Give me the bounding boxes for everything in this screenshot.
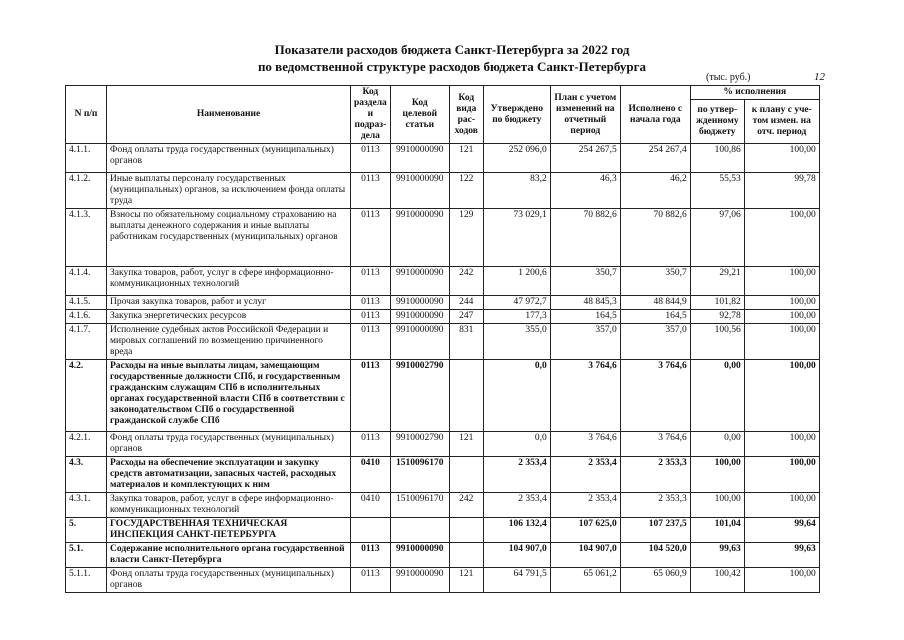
row-pct-plan: 100,00 — [744, 209, 819, 267]
row-approved: 2 353,4 — [483, 457, 550, 493]
header-name: Наименование — [107, 86, 351, 144]
row-executed: 107 237,5 — [620, 518, 690, 543]
row-target-code: 9910000090 — [390, 310, 449, 324]
row-approved: 0,0 — [483, 432, 550, 457]
row-name: Фонд оплаты труда государственных (муниципальных) органов — [107, 568, 351, 593]
row-target-code: 1510096170 — [390, 457, 449, 493]
row-pct-approved: 55,53 — [690, 173, 744, 209]
row-target-code: 9910000090 — [390, 296, 449, 310]
header-section-code: Код раздела и подраз-дела — [351, 86, 391, 144]
row-approved: 64 791,5 — [483, 568, 550, 593]
row-approved: 0,0 — [483, 360, 550, 432]
row-approved: 104 907,0 — [483, 543, 550, 568]
row-plan: 70 882,6 — [550, 209, 620, 267]
row-pct-approved: 100,00 — [690, 493, 744, 518]
row-plan: 357,0 — [550, 324, 620, 360]
row-plan: 2 353,4 — [550, 493, 620, 518]
table-row — [66, 267, 820, 296]
header-num: N п/п — [66, 86, 107, 144]
unit-label: (тыс. руб.) — [706, 72, 751, 83]
row-number: 4.1.3. — [66, 209, 107, 267]
row-plan: 107 625,0 — [550, 518, 620, 543]
row-target-code: 9910000090 — [390, 267, 449, 296]
row-pct-plan: 100,00 — [744, 324, 819, 360]
row-type-code: 121 — [449, 144, 483, 173]
row-type-code: 247 — [449, 310, 483, 324]
row-pct-approved: 101,82 — [690, 296, 744, 310]
row-plan: 164,5 — [550, 310, 620, 324]
table-row — [66, 296, 820, 310]
row-pct-approved: 0,00 — [690, 432, 744, 457]
table-row — [66, 432, 820, 457]
row-pct-approved: 101,04 — [690, 518, 744, 543]
row-approved: 177,3 — [483, 310, 550, 324]
row-approved: 355,0 — [483, 324, 550, 360]
row-name: Иные выплаты персоналу государственных (муниципальных) органов, за исключением фонда оплаты труда — [107, 173, 351, 209]
row-number: 4.1.4. — [66, 267, 107, 296]
row-type-code: 242 — [449, 493, 483, 518]
header-pct-group: % исполнения — [690, 86, 819, 100]
row-pct-plan: 100,00 — [744, 310, 819, 324]
row-executed: 357,0 — [620, 324, 690, 360]
row-name: Взносы по обязательному социальному страхованию на выплаты денежного содержания и иные выплаты работникам государственных (муниципальных) органов — [107, 209, 351, 267]
row-type-code: 129 — [449, 209, 483, 267]
row-number: 4.3.1. — [66, 493, 107, 518]
row-target-code: 9910000090 — [390, 543, 449, 568]
table-row — [66, 518, 820, 543]
header-plan: План с учетом изменений на отчетный период — [550, 86, 620, 144]
row-type-code: 242 — [449, 267, 483, 296]
row-executed: 3 764,6 — [620, 360, 690, 432]
row-plan: 254 267,5 — [550, 144, 620, 173]
row-plan: 48 845,3 — [550, 296, 620, 310]
row-type-code — [449, 457, 483, 493]
table-row — [66, 543, 820, 568]
row-target-code: 9910002790 — [390, 432, 449, 457]
row-name: Закупка товаров, работ, услуг в сфере информационно-коммуникационных технологий — [107, 493, 351, 518]
row-section-code: 0113 — [351, 360, 391, 432]
table-row — [66, 173, 820, 209]
row-pct-plan: 100,00 — [744, 360, 819, 432]
row-name: Расходы на обеспечение эксплуатации и закупку средств автоматизации, запасных частей, расходных материалов и комплектующих к ним — [107, 457, 351, 493]
row-section-code: 0410 — [351, 457, 391, 493]
row-executed: 3 764,6 — [620, 432, 690, 457]
table-row — [66, 568, 820, 593]
row-executed: 104 520,0 — [620, 543, 690, 568]
row-pct-plan: 100,00 — [744, 296, 819, 310]
row-pct-approved: 100,86 — [690, 144, 744, 173]
row-name: Расходы на иные выплаты лицам, замещающим государственные должности СПб, и государственным гражданским служащим СПб в исполнительных органах государственной власти СПб в соответствии с законодательством СПб о государственной гражданской службе СПб — [107, 360, 351, 432]
table-row — [66, 144, 820, 173]
row-executed: 70 882,6 — [620, 209, 690, 267]
row-target-code: 9910000090 — [390, 173, 449, 209]
table-row — [66, 360, 820, 432]
row-plan: 2 353,4 — [550, 457, 620, 493]
row-plan: 3 764,6 — [550, 432, 620, 457]
row-name: Содержание исполнительного органа государственной власти Санкт-Петербурга — [107, 543, 351, 568]
row-pct-approved: 100,56 — [690, 324, 744, 360]
row-pct-plan: 99,63 — [744, 543, 819, 568]
row-section-code: 0113 — [351, 173, 391, 209]
row-section-code: 0113 — [351, 144, 391, 173]
header-executed: Исполнено с начала года — [620, 86, 690, 144]
header-approved: Утверждено по бюджету — [483, 86, 550, 144]
row-type-code: 244 — [449, 296, 483, 310]
row-pct-plan: 100,00 — [744, 432, 819, 457]
row-pct-approved: 29,21 — [690, 267, 744, 296]
header-type-code: Код вида рас-ходов — [449, 86, 483, 144]
row-approved: 252 096,0 — [483, 144, 550, 173]
header-target-code: Код целевой статьи — [390, 86, 449, 144]
row-number: 5.1. — [66, 543, 107, 568]
row-name: Прочая закупка товаров, работ и услуг — [107, 296, 351, 310]
row-pct-approved: 100,42 — [690, 568, 744, 593]
row-target-code: 9910000090 — [390, 568, 449, 593]
row-section-code: 0113 — [351, 267, 391, 296]
row-pct-plan: 100,00 — [744, 568, 819, 593]
row-executed: 350,7 — [620, 267, 690, 296]
row-pct-plan: 100,00 — [744, 144, 819, 173]
row-number: 4.1.2. — [66, 173, 107, 209]
row-number: 5.1.1. — [66, 568, 107, 593]
row-executed: 2 353,3 — [620, 493, 690, 518]
row-plan: 104 907,0 — [550, 543, 620, 568]
row-type-code — [449, 543, 483, 568]
row-plan: 350,7 — [550, 267, 620, 296]
report-title-line1: Показатели расходов бюджета Санкт-Петербурга за 2022 год — [274, 42, 630, 57]
row-plan: 46,3 — [550, 173, 620, 209]
row-approved: 47 972,7 — [483, 296, 550, 310]
row-pct-approved: 92,78 — [690, 310, 744, 324]
row-target-code: 9910000090 — [390, 144, 449, 173]
row-number: 4.1.6. — [66, 310, 107, 324]
row-approved: 106 132,4 — [483, 518, 550, 543]
header-pct-approved: по утвер-жденному бюджету — [690, 100, 744, 144]
row-type-code: 121 — [449, 568, 483, 593]
row-section-code: 0113 — [351, 432, 391, 457]
row-pct-approved: 100,00 — [690, 457, 744, 493]
row-type-code: 122 — [449, 173, 483, 209]
row-type-code: 121 — [449, 432, 483, 457]
row-approved: 1 200,6 — [483, 267, 550, 296]
row-pct-plan: 100,00 — [744, 457, 819, 493]
row-pct-plan: 100,00 — [744, 493, 819, 518]
row-number: 4.1.5. — [66, 296, 107, 310]
row-pct-approved: 97,06 — [690, 209, 744, 267]
row-name: Исполнение судебных актов Российской Федерации и мировых соглашений по возмещению причиненного вреда — [107, 324, 351, 360]
row-section-code: 0113 — [351, 296, 391, 310]
row-target-code: 1510096170 — [390, 493, 449, 518]
row-number: 4.2. — [66, 360, 107, 432]
row-section-code: 0113 — [351, 209, 391, 267]
header-pct-plan: к плану с уче-том измен. на отч. период — [744, 100, 819, 144]
row-pct-approved: 0,00 — [690, 360, 744, 432]
table-row — [66, 324, 820, 360]
row-section-code: 0113 — [351, 543, 391, 568]
row-name: Закупка товаров, работ, услуг в сфере информационно-коммуникационных технологий — [107, 267, 351, 296]
row-type-code — [449, 518, 483, 543]
page-number: 12 — [814, 71, 825, 83]
row-type-code: 831 — [449, 324, 483, 360]
row-executed: 2 353,3 — [620, 457, 690, 493]
row-executed: 65 060,9 — [620, 568, 690, 593]
row-name: ГОСУДАРСТВЕННАЯ ТЕХНИЧЕСКАЯ ИНСПЕКЦИЯ САНКТ-ПЕТЕРБУРГА — [107, 518, 351, 543]
row-section-code: 0113 — [351, 324, 391, 360]
report-title-line2: по ведомственной структуре расходов бюджета Санкт-Петербурга — [257, 59, 647, 74]
row-executed: 254 267,4 — [620, 144, 690, 173]
row-executed: 48 844,9 — [620, 296, 690, 310]
row-section-code: 0410 — [351, 493, 391, 518]
row-section-code: 0113 — [351, 310, 391, 324]
row-pct-plan: 99,64 — [744, 518, 819, 543]
row-target-code: 9910000090 — [390, 324, 449, 360]
row-plan: 65 061,2 — [550, 568, 620, 593]
row-executed: 164,5 — [620, 310, 690, 324]
row-pct-plan: 100,00 — [744, 267, 819, 296]
row-type-code — [449, 360, 483, 432]
table-row — [66, 209, 820, 267]
row-number: 4.1.1. — [66, 144, 107, 173]
row-approved: 83,2 — [483, 173, 550, 209]
row-number: 5. — [66, 518, 107, 543]
row-executed: 46,2 — [620, 173, 690, 209]
row-section-code — [351, 518, 391, 543]
row-approved: 2 353,4 — [483, 493, 550, 518]
table-row — [66, 457, 820, 493]
row-number: 4.1.7. — [66, 324, 107, 360]
row-name: Фонд оплаты труда государственных (муниципальных) органов — [107, 144, 351, 173]
row-number: 4.2.1. — [66, 432, 107, 457]
row-target-code: 9910000090 — [390, 209, 449, 267]
row-plan: 3 764,6 — [550, 360, 620, 432]
row-target-code: 9910002790 — [390, 360, 449, 432]
row-approved: 73 029,1 — [483, 209, 550, 267]
row-number: 4.3. — [66, 457, 107, 493]
row-pct-approved: 99,63 — [690, 543, 744, 568]
row-target-code — [390, 518, 449, 543]
row-name: Закупка энергетических ресурсов — [107, 310, 351, 324]
budget-table — [65, 85, 820, 593]
table-row — [66, 493, 820, 518]
row-pct-plan: 99,78 — [744, 173, 819, 209]
table-row — [66, 310, 820, 324]
row-section-code: 0113 — [351, 568, 391, 593]
row-name: Фонд оплаты труда государственных (муниципальных) органов — [107, 432, 351, 457]
